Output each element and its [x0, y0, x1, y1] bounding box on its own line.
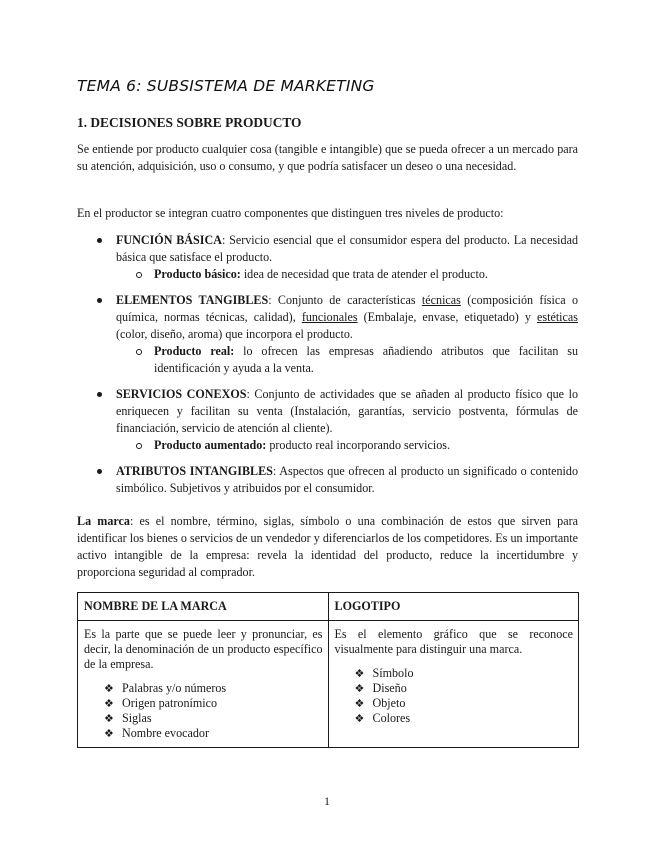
sub-list: [116, 266, 578, 283]
diamond-bullet-icon: ❖: [104, 712, 114, 725]
brand-paragraph: [77, 513, 578, 581]
table-cell-name: [78, 621, 329, 748]
bullet-icon: [97, 298, 102, 303]
diamond-bullet-icon: ❖: [104, 727, 114, 740]
diamond-bullet-icon: ❖: [354, 697, 365, 710]
item-label: Colores: [372, 711, 411, 725]
sub-list: [116, 343, 578, 377]
logo-items-list: [335, 666, 574, 726]
sub-definition: lo ofrecen las empresas añadiendo atributos que facilitan su identificación y ayuda a la venta.: [154, 344, 579, 375]
sub-list-item: [116, 266, 578, 283]
sub-list: [116, 437, 578, 454]
definition-part: : Conjunto de características: [268, 293, 422, 307]
list-item: [355, 696, 574, 711]
list-item: [77, 292, 578, 377]
underlined-term: estéticas: [537, 310, 578, 324]
list-item: [104, 711, 323, 726]
table-header-logo: LOGOTIPO: [328, 593, 579, 621]
bullet-icon: [97, 238, 102, 243]
circle-bullet-icon: [136, 443, 142, 449]
circle-bullet-icon: [136, 349, 142, 355]
sub-definition: producto real incorporando servicios.: [266, 438, 451, 452]
term: ELEMENTOS TANGIBLES: [116, 293, 269, 307]
cell-description: Es la parte que se puede leer y pronunciar, es decir, la denominación de un producto específico de la empresa.: [84, 627, 323, 671]
sub-term: Producto real:: [154, 344, 235, 358]
item-label: Siglas: [122, 711, 152, 725]
term: ATRIBUTOS INTANGIBLES: [116, 464, 273, 478]
sub-term: Producto aumentado:: [154, 438, 267, 452]
intro-paragraph: Se entiende por producto cualquier cosa (tangible e intangible) que se pueda ofrecer a un mercado para su atención, adquisición, uso o consumo, y que podría satisfacer un deseo o una necesidad.: [77, 142, 578, 173]
brand-table: [77, 592, 579, 748]
brand-term: La marca: [77, 514, 130, 528]
item-label: Nombre evocador: [122, 726, 209, 740]
definition: : Conjunto de actividades que se añaden al producto físico que lo enriquecen y facilitan su venta (Instalación, garantías, servicio postventa, fórmulas de financiación, servicio de atención al cliente).: [116, 387, 578, 435]
list-item: [77, 232, 578, 283]
definition-part: (Embalaje, envase, etiquetado) y: [357, 310, 538, 324]
brand-definition: : es el nombre, término, siglas, símbolo o una combinación de estos que sirven para identificar los bienes o servicios de un vendedor y diferenciarlos de los competidores. Es un importante activo intangible de la empresa: revela la identidad del producto, reduce la incertidumbre y proporciona seguridad al comprador.: [77, 514, 578, 579]
diamond-bullet-icon: ❖: [354, 682, 365, 695]
item-label: Diseño: [372, 681, 407, 695]
table-header-name: NOMBRE DE LA MARCA: [78, 593, 329, 621]
list-item: [104, 681, 323, 696]
sub-definition: idea de necesidad que trata de atender el producto.: [240, 267, 488, 281]
name-items-list: [84, 681, 323, 741]
definition-part: (composición física o química, normas técnicas, calidad),: [116, 293, 579, 324]
components-list: [77, 232, 578, 506]
bullet-icon: [97, 469, 102, 474]
underlined-term: técnicas: [421, 293, 461, 307]
definition-part: (color, diseño, aroma) que incorpora el producto.: [116, 327, 353, 341]
definition: : Aspectos que ofrecen al producto un significado o contenido simbólico. Subjetivos y atribuidos por el consumidor.: [116, 464, 578, 495]
list-item: [77, 463, 578, 497]
item-label: Origen patronímico: [122, 696, 218, 710]
definition: : Servicio esencial que el consumidor espera del producto. La necesidad básica que satisface el producto.: [116, 233, 578, 264]
table-header-row: [78, 593, 579, 621]
section-heading: 1. DECISIONES SOBRE PRODUCTO: [77, 115, 302, 130]
diamond-bullet-icon: ❖: [354, 712, 365, 725]
term: SERVICIOS CONEXOS: [116, 387, 247, 401]
bullet-icon: [97, 392, 102, 397]
page-number: 1: [324, 794, 330, 808]
cell-description: Es el elemento gráfico que se reconoce visualmente para distinguir una marca.: [334, 627, 573, 656]
document-page: [77, 0, 578, 848]
list-item: [355, 681, 574, 696]
underlined-term: funcionales: [301, 310, 358, 324]
list-item: [104, 696, 323, 711]
sub-list-item: [116, 343, 578, 377]
item-label: Palabras y/o números: [122, 681, 227, 695]
diamond-bullet-icon: ❖: [104, 697, 114, 710]
sub-list-item: [116, 437, 578, 454]
circle-bullet-icon: [136, 272, 142, 278]
item-label: Símbolo: [372, 666, 414, 680]
page-title: TEMA 6: SUBSISTEMA DE MARKETING: [77, 77, 375, 95]
sub-term: Producto básico:: [154, 267, 241, 281]
table-row: [78, 621, 579, 748]
diamond-bullet-icon: ❖: [354, 667, 365, 680]
diamond-bullet-icon: ❖: [104, 682, 114, 695]
list-item: [355, 711, 574, 726]
list-item: [77, 386, 578, 454]
item-label: Objeto: [372, 696, 406, 710]
components-intro: En el productor se integran cuatro componentes que distinguen tres niveles de producto:: [77, 206, 504, 220]
list-item: [355, 666, 574, 681]
term: FUNCIÓN BÁSICA: [116, 233, 222, 247]
list-item: [104, 726, 323, 741]
table-cell-logo: [328, 621, 579, 748]
